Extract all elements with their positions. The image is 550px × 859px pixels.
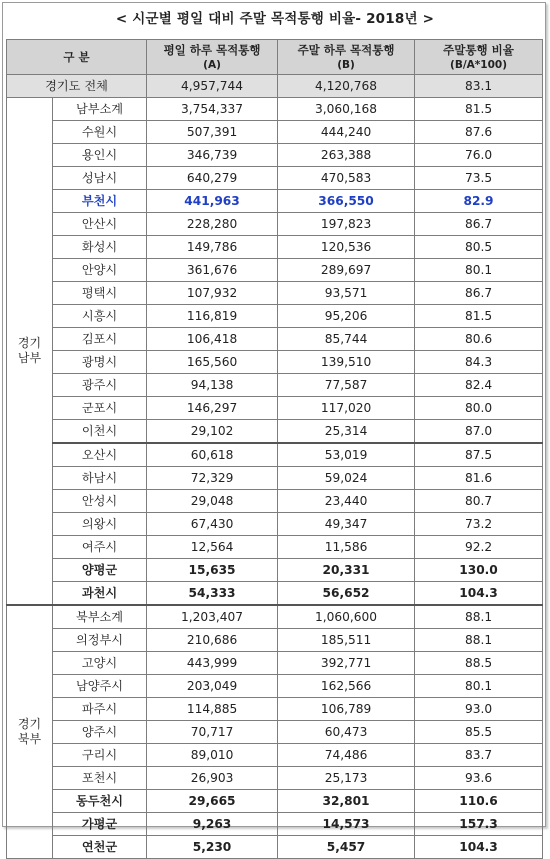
table-row (7, 144, 543, 167)
city-name: 수원시 (53, 121, 147, 144)
ratio-value: 80.0 (415, 397, 543, 420)
weekday-value: 228,280 (147, 213, 278, 236)
weekend-value: 444,240 (278, 121, 415, 144)
weekend-value: 263,388 (278, 144, 415, 167)
city-name: 연천군 (53, 836, 147, 859)
ratio-value: 76.0 (415, 144, 543, 167)
ratio-value: 81.5 (415, 98, 543, 121)
ratio-value: 81.6 (415, 467, 543, 490)
ratio-value: 80.5 (415, 236, 543, 259)
city-name: 여주시 (53, 536, 147, 559)
city-name: 성남시 (53, 167, 147, 190)
table-title: < 시군별 평일 대비 주말 목적통행 비율- 2018년 > (115, 11, 435, 27)
weekday-value: 3,754,337 (147, 98, 278, 121)
table-row (7, 397, 543, 420)
ratio-value: 86.7 (415, 282, 543, 305)
ratio-value: 80.7 (415, 490, 543, 513)
ratio-value: 104.3 (415, 582, 543, 606)
weekday-value: 89,010 (147, 744, 278, 767)
city-name: 이천시 (53, 420, 147, 444)
weekday-value: 149,786 (147, 236, 278, 259)
city-name: 평택시 (53, 282, 147, 305)
table-row (7, 582, 543, 606)
weekend-value: 470,583 (278, 167, 415, 190)
city-name: 오산시 (53, 443, 147, 467)
city-name: 안산시 (53, 213, 147, 236)
city-name: 의왕시 (53, 513, 147, 536)
weekend-value: 197,823 (278, 213, 415, 236)
weekday-value: 441,963 (147, 190, 278, 213)
city-name: 화성시 (53, 236, 147, 259)
table-row (7, 328, 543, 351)
table-row (7, 351, 543, 374)
city-name: 고양시 (53, 652, 147, 675)
table-row (7, 190, 543, 213)
table-row (7, 744, 543, 767)
city-name: 포천시 (53, 767, 147, 790)
ratio-value: 87.0 (415, 420, 543, 444)
ratio-value: 87.6 (415, 121, 543, 144)
table-row (7, 721, 543, 744)
ratio-value: 130.0 (415, 559, 543, 582)
weekday-value: 507,391 (147, 121, 278, 144)
ratio-value: 80.6 (415, 328, 543, 351)
city-name: 김포시 (53, 328, 147, 351)
city-name: 광명시 (53, 351, 147, 374)
weekday-value: 5,230 (147, 836, 278, 859)
weekday-value: 29,048 (147, 490, 278, 513)
weekend-value: 117,020 (278, 397, 415, 420)
weekday-value: 106,418 (147, 328, 278, 351)
weekday-value: 60,618 (147, 443, 278, 467)
city-name: 과천시 (53, 582, 147, 606)
table-row (7, 374, 543, 397)
weekday-value: 116,819 (147, 305, 278, 328)
weekend-value: 53,019 (278, 443, 415, 467)
weekend-value: 74,486 (278, 744, 415, 767)
table-row (7, 605, 543, 629)
weekend-value: 49,347 (278, 513, 415, 536)
weekend-value: 1,060,600 (278, 605, 415, 629)
header-weekend-sub: (B) (337, 58, 355, 71)
table-row (7, 443, 543, 467)
city-name: 남양주시 (53, 675, 147, 698)
weekday-value: 361,676 (147, 259, 278, 282)
ratio-value: 110.6 (415, 790, 543, 813)
weekend-value: 95,206 (278, 305, 415, 328)
table-row (7, 767, 543, 790)
table-row (7, 513, 543, 536)
city-name: 안양시 (53, 259, 147, 282)
weekday-value: 26,903 (147, 767, 278, 790)
city-name: 하남시 (53, 467, 147, 490)
weekday-value: 114,885 (147, 698, 278, 721)
weekday-value: 346,739 (147, 144, 278, 167)
weekday-value: 67,430 (147, 513, 278, 536)
weekday-value: 29,665 (147, 790, 278, 813)
weekend-value: 20,331 (278, 559, 415, 582)
ratio-value: 80.1 (415, 675, 543, 698)
ratio-value: 82.4 (415, 374, 543, 397)
ratio-value: 104.3 (415, 836, 543, 859)
weekend-value: 11,586 (278, 536, 415, 559)
city-name: 부천시 (53, 190, 147, 213)
table-row (7, 98, 543, 121)
table-row (7, 167, 543, 190)
ratio-value: 88.5 (415, 652, 543, 675)
weekday-value: 94,138 (147, 374, 278, 397)
weekday-value: 146,297 (147, 397, 278, 420)
header-weekday (147, 40, 278, 75)
weekday-value: 203,049 (147, 675, 278, 698)
ratio-value: 88.1 (415, 605, 543, 629)
total-weekday: 4,957,744 (147, 75, 278, 98)
table-row (7, 259, 543, 282)
header-weekday-sub: (A) (203, 58, 221, 71)
city-name: 북부소계 (53, 605, 147, 629)
weekend-value: 85,744 (278, 328, 415, 351)
weekday-value: 9,263 (147, 813, 278, 836)
ratio-value: 84.3 (415, 351, 543, 374)
city-name: 양평군 (53, 559, 147, 582)
weekday-value: 70,717 (147, 721, 278, 744)
city-name: 가평군 (53, 813, 147, 836)
ratio-value: 92.2 (415, 536, 543, 559)
table-row (7, 282, 543, 305)
weekend-value: 59,024 (278, 467, 415, 490)
weekday-value: 1,203,407 (147, 605, 278, 629)
city-name: 의정부시 (53, 629, 147, 652)
weekend-value: 25,314 (278, 420, 415, 444)
weekend-value: 3,060,168 (278, 98, 415, 121)
header-ratio (415, 40, 543, 75)
table-row (7, 675, 543, 698)
weekday-value: 640,279 (147, 167, 278, 190)
weekend-value: 139,510 (278, 351, 415, 374)
weekend-value: 120,536 (278, 236, 415, 259)
total-row (7, 75, 543, 98)
weekend-value: 392,771 (278, 652, 415, 675)
table-row (7, 629, 543, 652)
weekend-value: 56,652 (278, 582, 415, 606)
header-row (7, 40, 543, 75)
weekend-value: 162,566 (278, 675, 415, 698)
weekday-value: 210,686 (147, 629, 278, 652)
weekend-value: 106,789 (278, 698, 415, 721)
header-ratio-label: 주말통행 비율 (443, 42, 514, 57)
table-row (7, 790, 543, 813)
city-name: 구리시 (53, 744, 147, 767)
total-weekend: 4,120,768 (278, 75, 415, 98)
weekend-value: 5,457 (278, 836, 415, 859)
weekend-value: 60,473 (278, 721, 415, 744)
city-name: 안성시 (53, 490, 147, 513)
total-name: 경기도 전체 (7, 75, 147, 98)
ratio-value: 87.5 (415, 443, 543, 467)
table-row (7, 559, 543, 582)
table-row (7, 490, 543, 513)
table-row (7, 305, 543, 328)
weekday-value: 12,564 (147, 536, 278, 559)
table-row (7, 236, 543, 259)
weekday-value: 107,932 (147, 282, 278, 305)
city-name: 광주시 (53, 374, 147, 397)
city-name: 남부소계 (53, 98, 147, 121)
table-row (7, 536, 543, 559)
table-row (7, 420, 543, 444)
ratio-value: 83.7 (415, 744, 543, 767)
weekday-value: 165,560 (147, 351, 278, 374)
city-name: 양주시 (53, 721, 147, 744)
weekend-value: 185,511 (278, 629, 415, 652)
weekend-value: 77,587 (278, 374, 415, 397)
header-weekday-label: 평일 하루 목적통행 (163, 42, 261, 57)
commute-ratio-table (6, 39, 543, 859)
header-division: 구 분 (7, 40, 147, 75)
region-label-south: 경기 남부 (7, 98, 53, 606)
ratio-value: 80.1 (415, 259, 543, 282)
ratio-value: 86.7 (415, 213, 543, 236)
weekday-value: 15,635 (147, 559, 278, 582)
city-name: 군포시 (53, 397, 147, 420)
header-ratio-sub: (B/A*100) (450, 58, 507, 71)
table-row (7, 213, 543, 236)
weekend-value: 25,173 (278, 767, 415, 790)
weekend-value: 23,440 (278, 490, 415, 513)
city-name: 동두천시 (53, 790, 147, 813)
header-weekend (278, 40, 415, 75)
city-name: 용인시 (53, 144, 147, 167)
table-row (7, 121, 543, 144)
weekday-value: 443,999 (147, 652, 278, 675)
table-row (7, 467, 543, 490)
weekday-value: 54,333 (147, 582, 278, 606)
region-label-north: 경기 북부 (7, 605, 53, 859)
ratio-value: 85.5 (415, 721, 543, 744)
weekend-value: 366,550 (278, 190, 415, 213)
weekend-value: 32,801 (278, 790, 415, 813)
table-row (7, 836, 543, 859)
ratio-value: 93.6 (415, 767, 543, 790)
ratio-value: 81.5 (415, 305, 543, 328)
weekday-value: 29,102 (147, 420, 278, 444)
weekend-value: 93,571 (278, 282, 415, 305)
table-row (7, 813, 543, 836)
weekend-value: 14,573 (278, 813, 415, 836)
weekday-value: 72,329 (147, 467, 278, 490)
table-row (7, 652, 543, 675)
ratio-value: 73.5 (415, 167, 543, 190)
total-ratio: 83.1 (415, 75, 543, 98)
ratio-value: 88.1 (415, 629, 543, 652)
ratio-value: 157.3 (415, 813, 543, 836)
weekend-value: 289,697 (278, 259, 415, 282)
ratio-value: 73.2 (415, 513, 543, 536)
city-name: 파주시 (53, 698, 147, 721)
city-name: 시흥시 (53, 305, 147, 328)
header-weekend-label: 주말 하루 목적통행 (297, 42, 395, 57)
ratio-value: 93.0 (415, 698, 543, 721)
ratio-value: 82.9 (415, 190, 543, 213)
table-row (7, 698, 543, 721)
